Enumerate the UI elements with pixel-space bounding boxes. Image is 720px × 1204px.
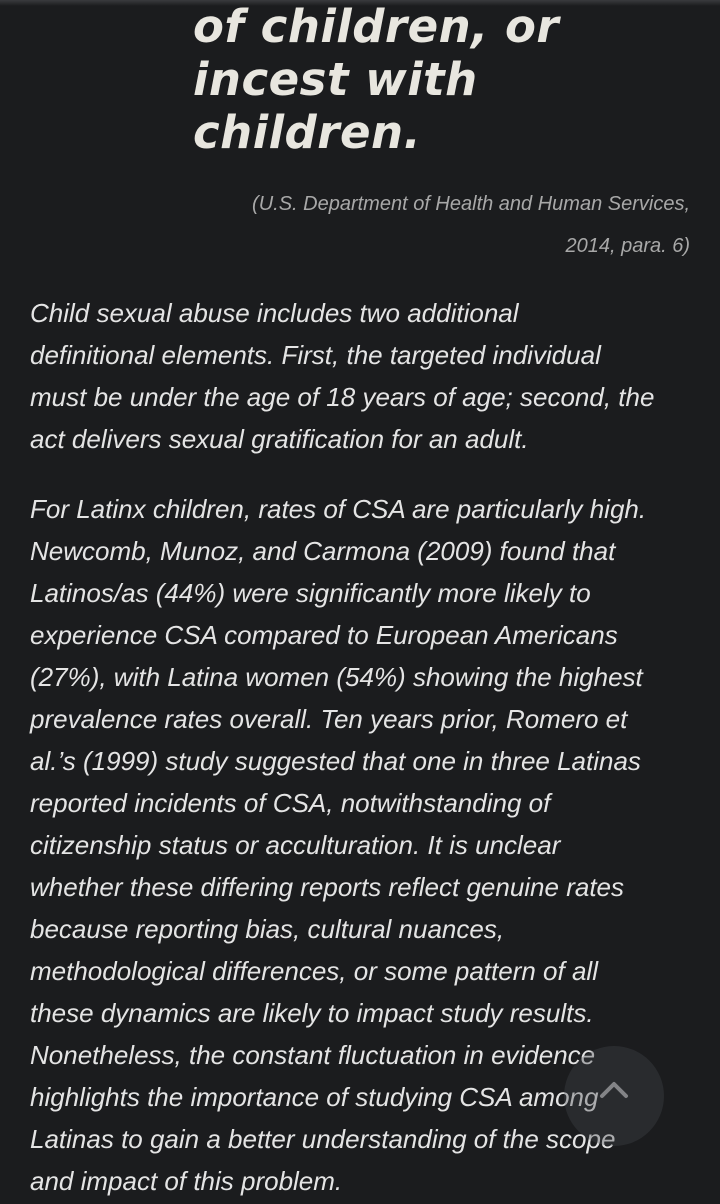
paragraph-line: Child sexual abuse includes two additional bbox=[30, 298, 519, 328]
paragraph-line: experience CSA compared to European Americans bbox=[30, 620, 618, 650]
body-paragraph bbox=[30, 292, 695, 460]
paragraph-line: prevalence rates overall. Ten years prior, Romero et bbox=[30, 704, 628, 734]
paragraph-line: and impact of this problem. bbox=[30, 1166, 343, 1196]
quote-line: children. bbox=[193, 106, 422, 159]
paragraph-line: act delivers sexual gratification for an adult. bbox=[30, 424, 529, 454]
paragraph-line: because reporting bias, cultural nuances, bbox=[30, 914, 505, 944]
paragraph-line: For Latinx children, rates of CSA are particularly high. bbox=[30, 494, 647, 524]
scroll-to-top-button[interactable] bbox=[564, 1046, 664, 1146]
paragraph-line: whether these differing reports reflect genuine rates bbox=[30, 872, 625, 902]
citation-line: (U.S. Department of Health and Human Services, bbox=[252, 193, 690, 215]
paragraph-line: highlights the importance of studying CSA among bbox=[30, 1082, 599, 1112]
paragraph-line: Latinas to gain a better understanding of the scope bbox=[30, 1124, 616, 1154]
paragraph-line: must be under the age of 18 years of age; second, the bbox=[30, 382, 655, 412]
paragraph-line: citizenship status or acculturation. It is unclear bbox=[30, 830, 561, 860]
block-quote bbox=[193, 0, 673, 159]
paragraph-line: (27%), with Latina women (54%) showing the highest bbox=[30, 662, 643, 692]
paragraph-line: reported incidents of CSA, notwithstanding of bbox=[30, 788, 551, 818]
paragraph-line: definitional elements. First, the targeted individual bbox=[30, 340, 601, 370]
paragraph-line: Latinos/as (44%) were significantly more likely to bbox=[30, 578, 591, 608]
paragraph-line: al.’s (1999) study suggested that one in three Latinas bbox=[30, 746, 641, 776]
paragraph-line: Nonetheless, the constant fluctuation in evidence bbox=[30, 1040, 596, 1070]
quote-citation bbox=[190, 183, 690, 267]
paragraph-line: methodological differences, or some pattern of all bbox=[30, 956, 598, 986]
paragraph-line: these dynamics are likely to impact study results. bbox=[30, 998, 594, 1028]
chevron-up-icon bbox=[599, 1078, 629, 1100]
quote-line: of children, or bbox=[193, 0, 560, 53]
quote-line: incest with bbox=[193, 53, 478, 106]
paragraph-line: Newcomb, Munoz, and Carmona (2009) found that bbox=[30, 536, 616, 566]
citation-line: 2014, para. 6) bbox=[565, 235, 690, 257]
